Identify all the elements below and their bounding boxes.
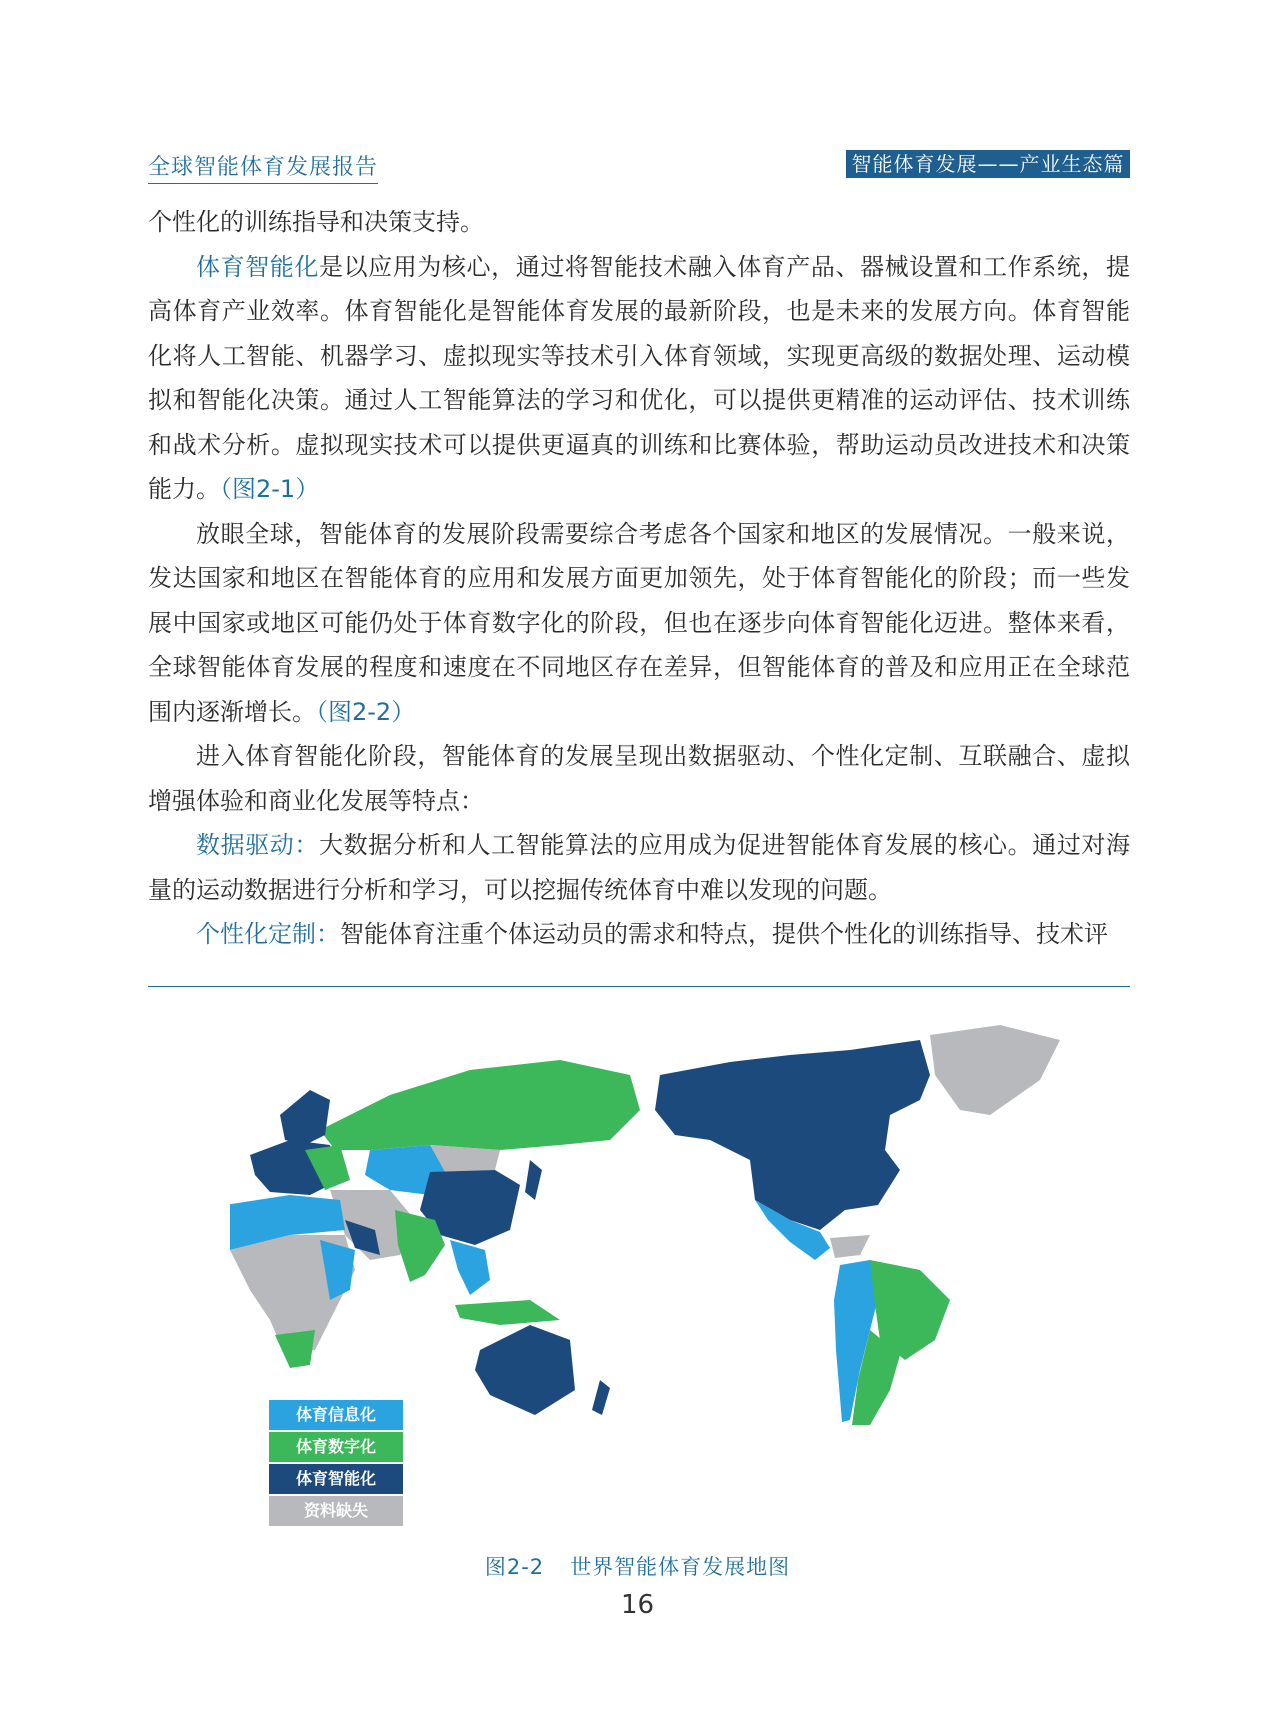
legend-intelligentization: 体育智能化	[269, 1464, 403, 1494]
region-south-africa	[275, 1330, 315, 1368]
figure-title: 世界智能体育发展地图	[570, 1555, 791, 1579]
region-japan	[525, 1160, 542, 1200]
paragraph-4	[148, 823, 1130, 912]
region-russia	[320, 1060, 640, 1150]
paragraph-2-text: 放眼全球，智能体育的发展阶段需要综合考虑各个国家和地区的发展情况。一般来说，发达国家和地区在智能体育的应用和发展方面更加领先，处于体育智能化的阶段；而一些发展中国家或地区可能仍处于体育数字化的阶段，但也在逐步向体育智能化迈进。整体来看，全球智能体育发展的程度和速度在不同地区存在差异，但智能体育的普及和应用正在全球范围内逐渐增长。	[148, 519, 1130, 726]
term-sports-intelligentization: 体育智能化	[196, 252, 319, 281]
figure-number: 图2-2	[484, 1555, 545, 1579]
region-indonesia	[455, 1300, 560, 1325]
paragraph-2	[148, 512, 1130, 735]
section-divider	[148, 986, 1130, 987]
legend-digitalization: 体育数字化	[269, 1432, 403, 1462]
region-greenland	[930, 1025, 1060, 1115]
region-new-zealand	[592, 1380, 610, 1415]
paragraph-5-text: 智能体育注重个体运动员的需求和特点，提供个性化的训练指导、技术评	[340, 920, 1108, 948]
paragraph-1	[148, 245, 1130, 512]
section-title-badge: 智能体育发展——产业生态篇	[846, 150, 1130, 178]
report-title: 全球智能体育发展报告	[148, 150, 378, 184]
page-number: 16	[620, 1590, 655, 1620]
paragraph-3: 进入体育智能化阶段，智能体育的发展呈现出数据驱动、个性化定制、互联融合、虚拟增强体验和商业化发展等特点：	[148, 742, 1130, 815]
term-personalized: 个性化定制：	[196, 920, 340, 948]
figure-ref-2-1[interactable]: （图2-1）	[220, 475, 320, 503]
region-southeast-asia	[450, 1240, 490, 1295]
legend-informatization: 体育信息化	[269, 1400, 403, 1430]
figure-ref-2-2[interactable]: （图2-2）	[316, 697, 416, 726]
region-canada	[655, 1040, 930, 1160]
body-text	[148, 200, 1130, 957]
paragraph-4-text: 大数据分析和人工智能算法的应用成为促进智能体育发展的核心。通过对海量的运动数据进行分析和学习，可以挖掘传统体育中难以发现的问题。	[148, 831, 1131, 904]
paragraph-5	[148, 912, 1130, 957]
paragraph-1-text: 是以应用为核心，通过将智能技术融入体育产品、器械设置和工作系统，提高体育产业效率。体育智能化是智能体育发展的最新阶段，也是未来的发展方向。体育智能化将人工智能、机器学习、虚拟现实等技术引入体育领域，实现更高级的数据处理、运动模拟和智能化决策。通过人工智能算法的学习和优化，可以提供更精准的运动评估、技术训练和战术分析。虚拟现实技术可以提供更逼真的训练和比赛体验，帮助运动员改进技术和决策能力。	[148, 252, 1131, 503]
figure-caption	[0, 1551, 1275, 1581]
world-map	[230, 1020, 1070, 1460]
term-data-driven: 数据驱动：	[196, 831, 319, 859]
paragraph-0: 个性化的训练指导和决策支持。	[148, 208, 484, 236]
region-europe-north	[280, 1090, 330, 1145]
region-australia	[475, 1325, 575, 1415]
legend-data-missing: 资料缺失	[269, 1496, 403, 1526]
map-legend	[269, 1400, 403, 1528]
region-caribbean	[830, 1235, 870, 1258]
